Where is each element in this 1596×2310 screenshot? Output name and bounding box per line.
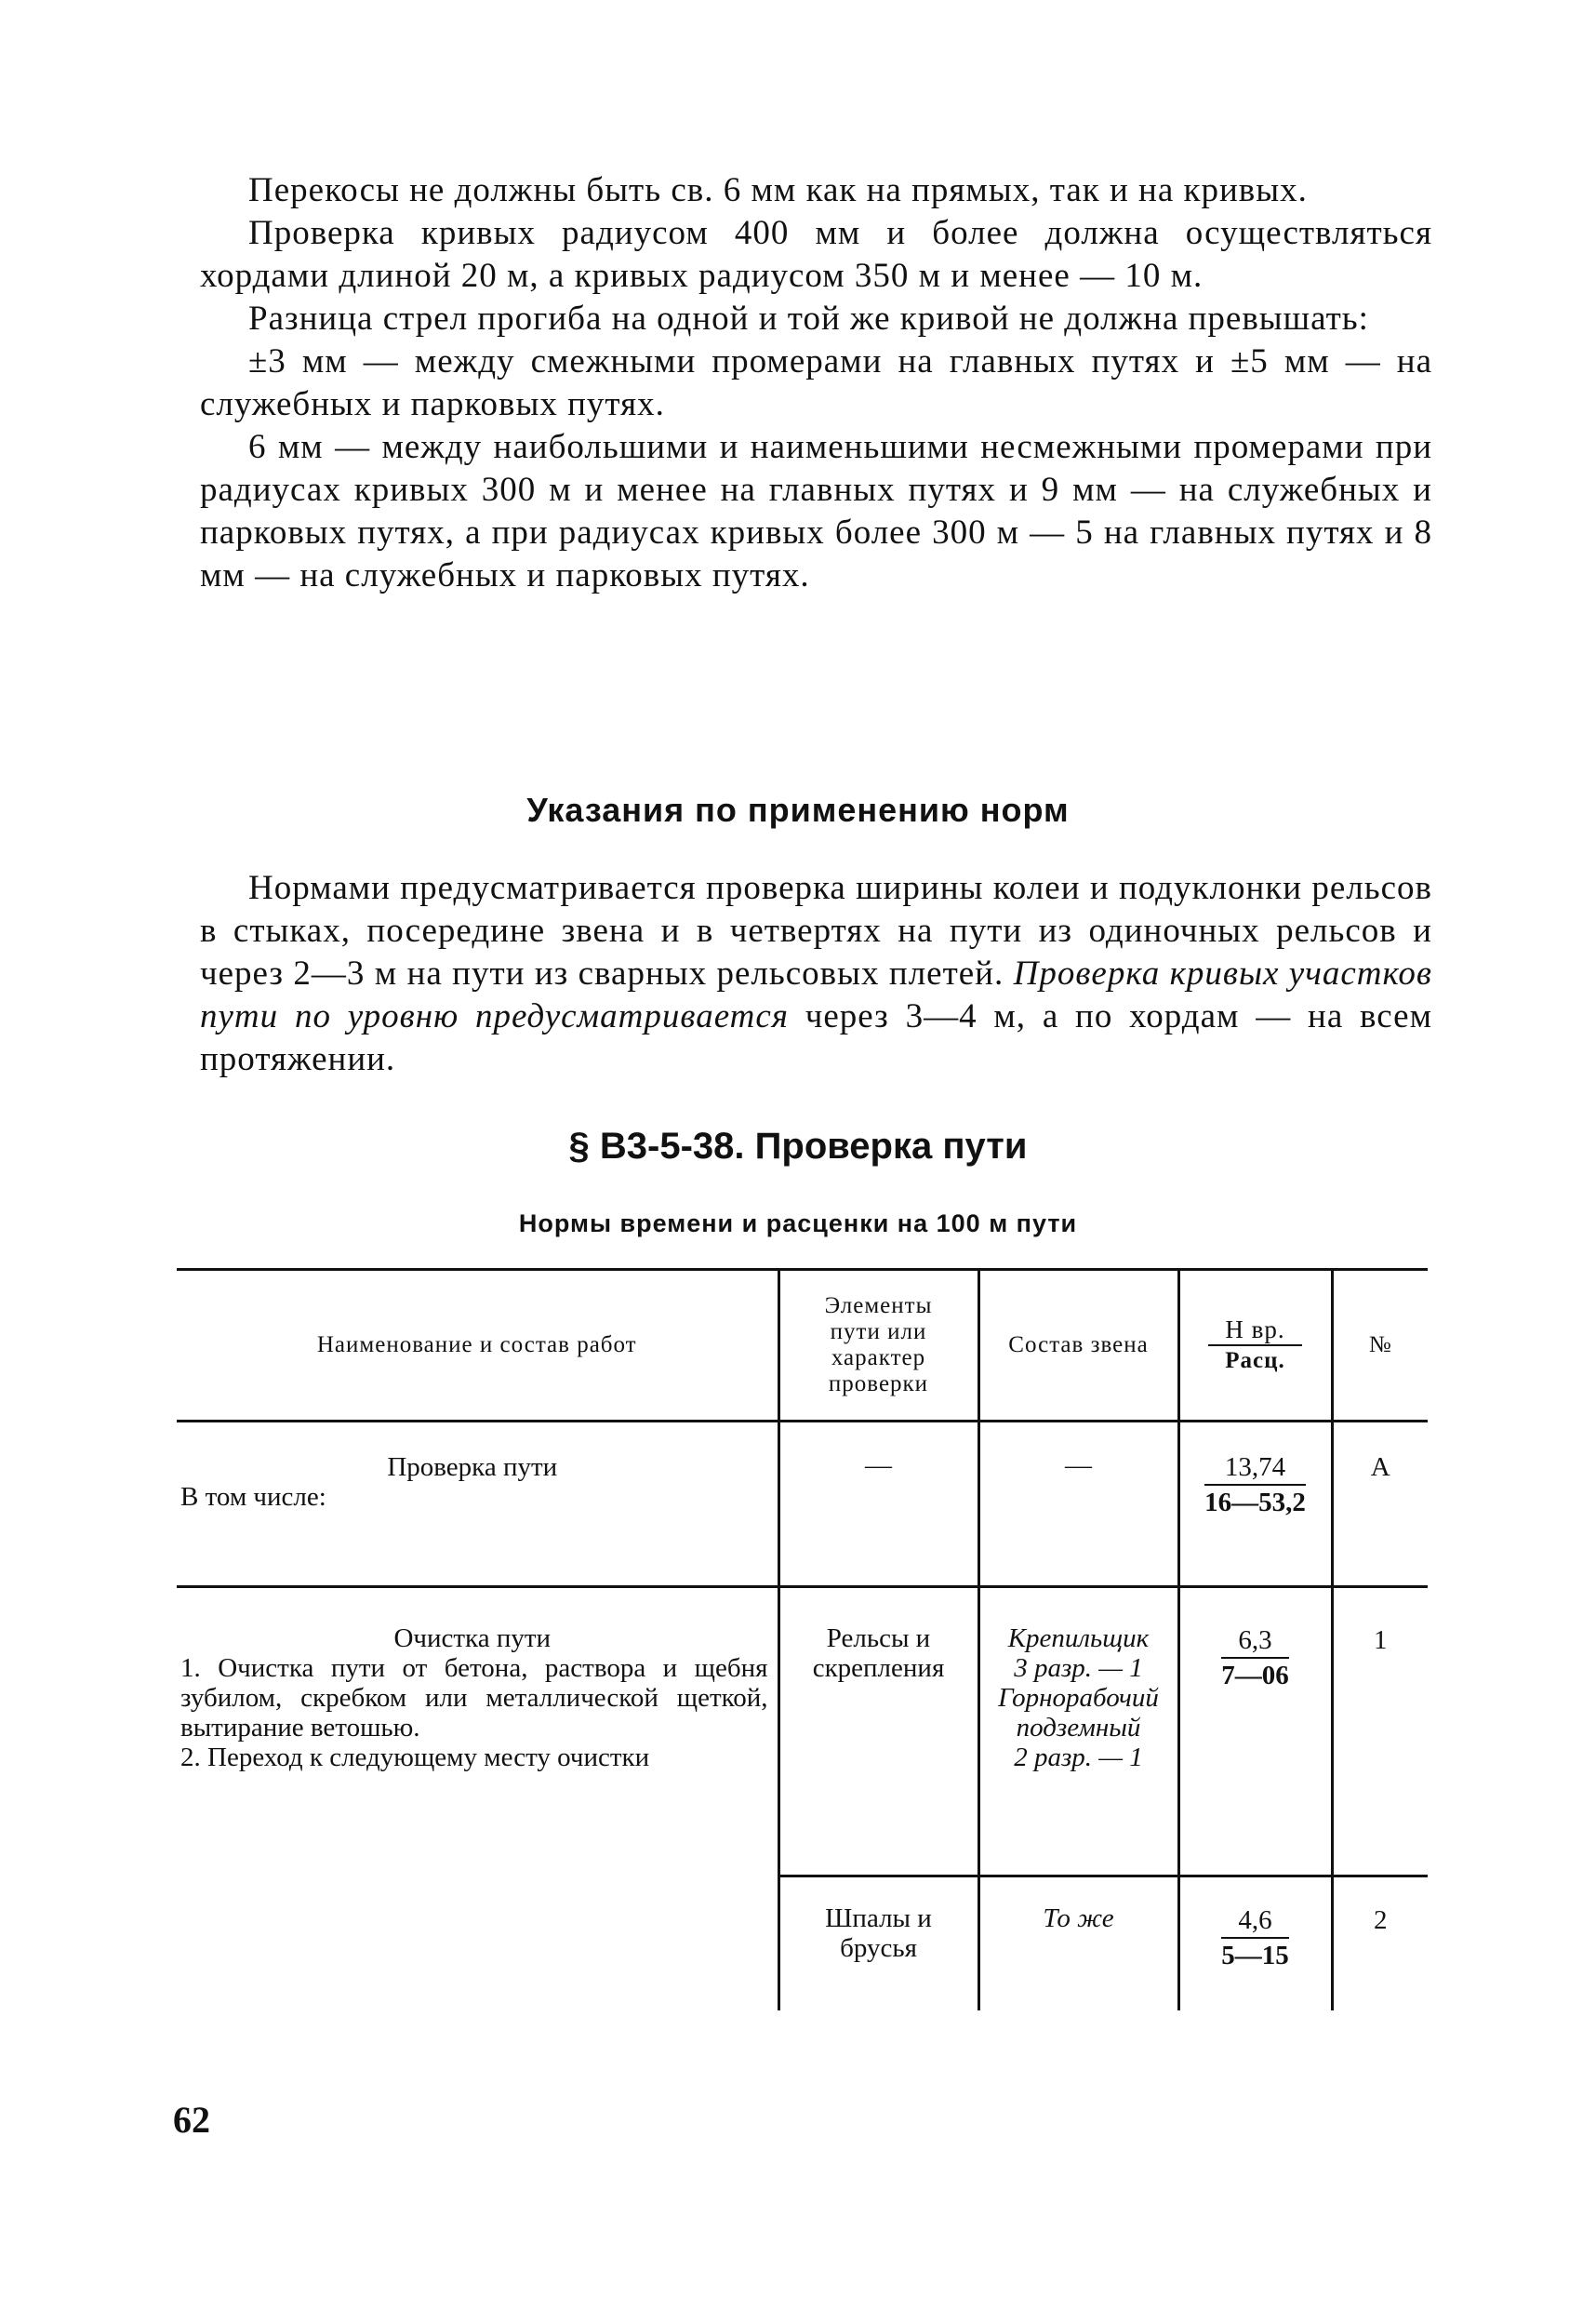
row-1-title: Очистка пути	[393, 1623, 552, 1653]
table-row-a	[177, 1422, 1428, 1587]
row-1-crew-1: Крепильщик	[1007, 1623, 1150, 1653]
row-1-crew-2: Горнорабочий подземный	[998, 1683, 1159, 1743]
row-a-rate: 16—53,2	[1204, 1488, 1306, 1517]
row-2-elements-text: Шпалы и брусья	[825, 1903, 932, 1963]
row-a-time: 13,74	[1204, 1452, 1306, 1486]
top-text	[200, 169, 1432, 597]
norms-text-italic: Проверка кривых участков пути по уровню предусматривается	[200, 955, 1432, 1035]
row-1-fraction	[1221, 1625, 1289, 1690]
row-a-number: А	[1332, 1422, 1428, 1587]
paragraph-deflection: Разница стрел прогиба на одной и той же кривой не должна превышать:	[248, 300, 1369, 338]
header-crew-text: Состав звена	[1008, 1332, 1149, 1357]
row-1-crew	[978, 1587, 1178, 1876]
norms-text-tail: через 3—4 м, а по хордам — на всем протяжении.	[200, 997, 1432, 1078]
row-1-item-2: 2. Переход к следующему месту очистки	[180, 1743, 650, 1772]
table-row-1	[177, 1587, 1428, 1876]
row-2-elements	[778, 1876, 978, 2011]
row-1-name	[177, 1587, 778, 2011]
header-norm-rate: Расц.	[1225, 1348, 1285, 1373]
row-1-crew-2-grade: 2 разр. — 1	[1014, 1743, 1143, 1772]
row-1-number: 1	[1332, 1587, 1428, 1876]
paragraph-norms	[200, 867, 1432, 1081]
row-2-time: 4,6	[1221, 1905, 1289, 1939]
paragraph-heading: § В3-5-38. Проверка пути	[568, 1126, 1028, 1167]
section-heading: Указания по применению норм	[526, 791, 1070, 829]
row-a-title: Проверка пути	[387, 1452, 558, 1482]
table-caption: Нормы времени и расценки на 100 м пути	[518, 1209, 1078, 1237]
norms-text-upright: Нормами предусматривается проверка ширины колеи и подуклонки рельсов в стыках, посередине звена и в четвертях на пути из одиночных рельсов и через 2—3 м на пути из сварных рельсовых плетей.	[200, 869, 1432, 993]
paragraph-chord-check: Проверка кривых радиусом 400 мм и более должна осуществляться хордами длиной 20 м, а кривых радиусом 350 м и менее — 10 м.	[200, 214, 1432, 295]
row-1-time: 6,3	[1221, 1625, 1289, 1659]
paragraph-tolerance-adjacent: ±3 мм — между смежными промерами на главных путях и ±5 мм — на служебных и парковых путях.	[200, 342, 1432, 423]
row-1-norm	[1178, 1587, 1332, 1876]
paragraph-skew: Перекосы не должны быть св. 6 мм как на прямых, так и на кривых.	[248, 171, 1308, 209]
row-1-rate: 7—06	[1221, 1661, 1289, 1690]
row-1-elements-text: Рельсы и скрепления	[812, 1623, 945, 1683]
row-2-crew: То же	[978, 1876, 1178, 2011]
row-a-norm	[1178, 1422, 1332, 1587]
header-crew	[978, 1270, 1178, 1422]
header-name: Наименование и состав работ	[177, 1270, 778, 1422]
row-1-item-1: 1. Очистка пути от бетона, раствора и щебня зубилом, скребком или металлической щеткой, вытирание ветошью.	[180, 1653, 768, 1743]
row-1-elements	[778, 1587, 978, 1876]
header-elements	[778, 1270, 978, 1422]
row-1-crew-1-grade: 3 разр. — 1	[1014, 1653, 1143, 1683]
row-2-rate: 5—15	[1221, 1941, 1289, 1970]
row-2-norm	[1178, 1876, 1332, 2011]
paragraph-tolerance-nonadjacent: 6 мм — между наибольшими и наименьшими несмежными промерами при радиусах кривых 300 м и менее на главных путях и 9 мм — на служебных и парковых путях, а при радиусах кривых более 300 м — 5 на главных путях и 8 мм — на служебных и парковых путях.	[200, 428, 1432, 594]
row-2-number: 2	[1332, 1876, 1428, 2011]
row-a-crew: —	[978, 1422, 1178, 1587]
norms-text	[200, 867, 1432, 1081]
table-header-row	[177, 1270, 1428, 1422]
header-number: №	[1332, 1270, 1428, 1422]
row-a-name	[177, 1422, 778, 1587]
page-number: 62	[173, 2099, 210, 2141]
row-a-fraction	[1204, 1452, 1306, 1517]
norms-table	[177, 1268, 1428, 1970]
row-a-elements: —	[778, 1422, 978, 1587]
header-norm	[1178, 1270, 1332, 1422]
row-a-subtitle: В том числе:	[180, 1482, 326, 1512]
header-norm-time: Н вр.	[1208, 1316, 1301, 1346]
row-2-fraction	[1221, 1905, 1289, 1970]
header-elements-text: Элементы пути или характер проверки	[824, 1293, 933, 1396]
header-norm-fraction	[1208, 1316, 1301, 1374]
